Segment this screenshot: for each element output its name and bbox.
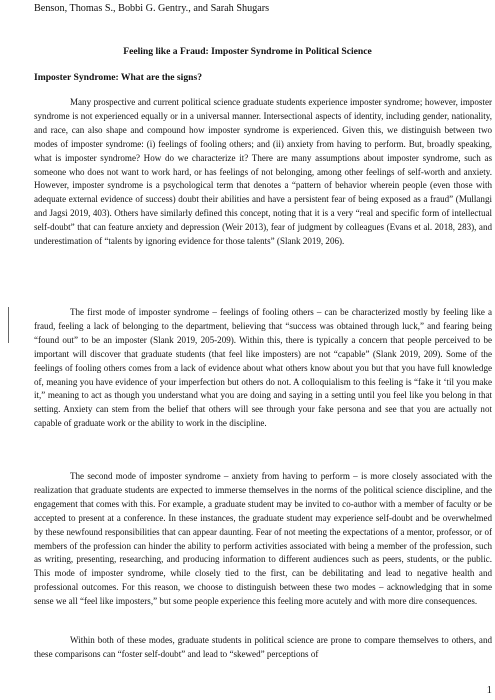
body-paragraph: The second mode of imposter syndrome – anxiety from having to perform – is more closely associated with the realization that graduate students are expected to immerse themselves in the norms of the political science discipline, and the engagement that comes with this. For example, a graduate student may be invited to co-author with a member of faculty or be accepted to present at a conference. In these instances, the graduate student may experience self-doubt and be overwhelmed by these newfound responsibilities that can appear daunting. Fear of not meeting the expectations of a mentor, professor, or of members of the profession can hinder the ability to perform activities associated with being a member of the profession, such as writing, presenting, researching, and producing information to different audiences such as peers, students, or the public. This mode of imposter syndrome, while closely tied to the first, can be debilitating and lead to negative health and professional outcomes. For this reason, we choose to distinguish between these two modes – acknowledging that in some sense we all “feel like imposters,” but some people experience this feeling more acutely and with more dire consequences. xyxy=(34,471,492,607)
paper-title: Feeling like a Fraud: Imposter Syndrome in Political Science xyxy=(123,46,372,57)
page-number: 1 xyxy=(486,685,492,696)
body-paragraph: The first mode of imposter syndrome – feelings of fooling others – can be characterized mostly by feeling like a fraud, feeling a lack of belonging to the department, believing that “success was obtained through luck,” and fearing being “found out” to be an imposter (Slank 2019, 205-209). Within this, there is typically a concern that people perceived to be important will discover that graduate students (that feel like imposters) are not “capable” (Slank 2019, 209). Some of the feelings of fooling others comes from a lack of evidence about what others know about you but that you have full knowledge of, meaning you have evidence of your imperfection but others do not. A colloquialism to this feeling is “fake it ‘til you make it,” meaning to act as though you understand what you are doing and saying in a setting until you feel like you belong in that setting. Anxiety can stem from the belief that others will see through your fake persona and see that you are actually not capable of graduate work or the ability to work in the discipline. xyxy=(34,307,492,429)
body-paragraph: Many prospective and current political science graduate students experience imposter syndrome; however, imposter syndrome is not experienced equally or in a universal manner. Intersectional aspects of identity, including gender, nationality, and race, can also shape and compound how imposter syndrome is experienced. Given this, we distinguish between two modes of imposter syndrome: (i) feelings of fooling others; and (ii) anxiety from having to perform. But, broadly speaking, what is imposter syndrome? How do we characterize it? There are many assumptions about imposter syndrome, such as someone who does not want to work hard, or has feelings of not belonging, among other feelings of self-worth and anxiety. However, imposter syndrome is a psychological term that denotes a “pattern of behavior wherein people (even those with adequate external evidence of success) doubt their abilities and have a persistent fear of being exposed as a fraud” (Mullangi and Jagsi 2019, 403). Others have similarly defined this concept, noting that it is a very “real and specific form of intellectual self-doubt” that can feature anxiety and depression (Weir 2013), fear of judgment by colleagues (Evans et al. 2018, 283), and underestimation of “talents by ignoring evidence for those talents” (Slank 2019, 206). xyxy=(34,97,492,247)
section-heading: Imposter Syndrome: What are the signs? xyxy=(34,72,202,83)
running-header-authors: Benson, Thomas S., Bobbi G. Gentry., and Sarah Shugars xyxy=(34,3,270,14)
body-paragraph: Within both of these modes, graduate students in political science are prone to compare themselves to others, and these comparisons can “foster self-doubt” and lead to “skewed” perceptions of xyxy=(34,635,492,659)
margin-change-bar xyxy=(8,307,9,343)
